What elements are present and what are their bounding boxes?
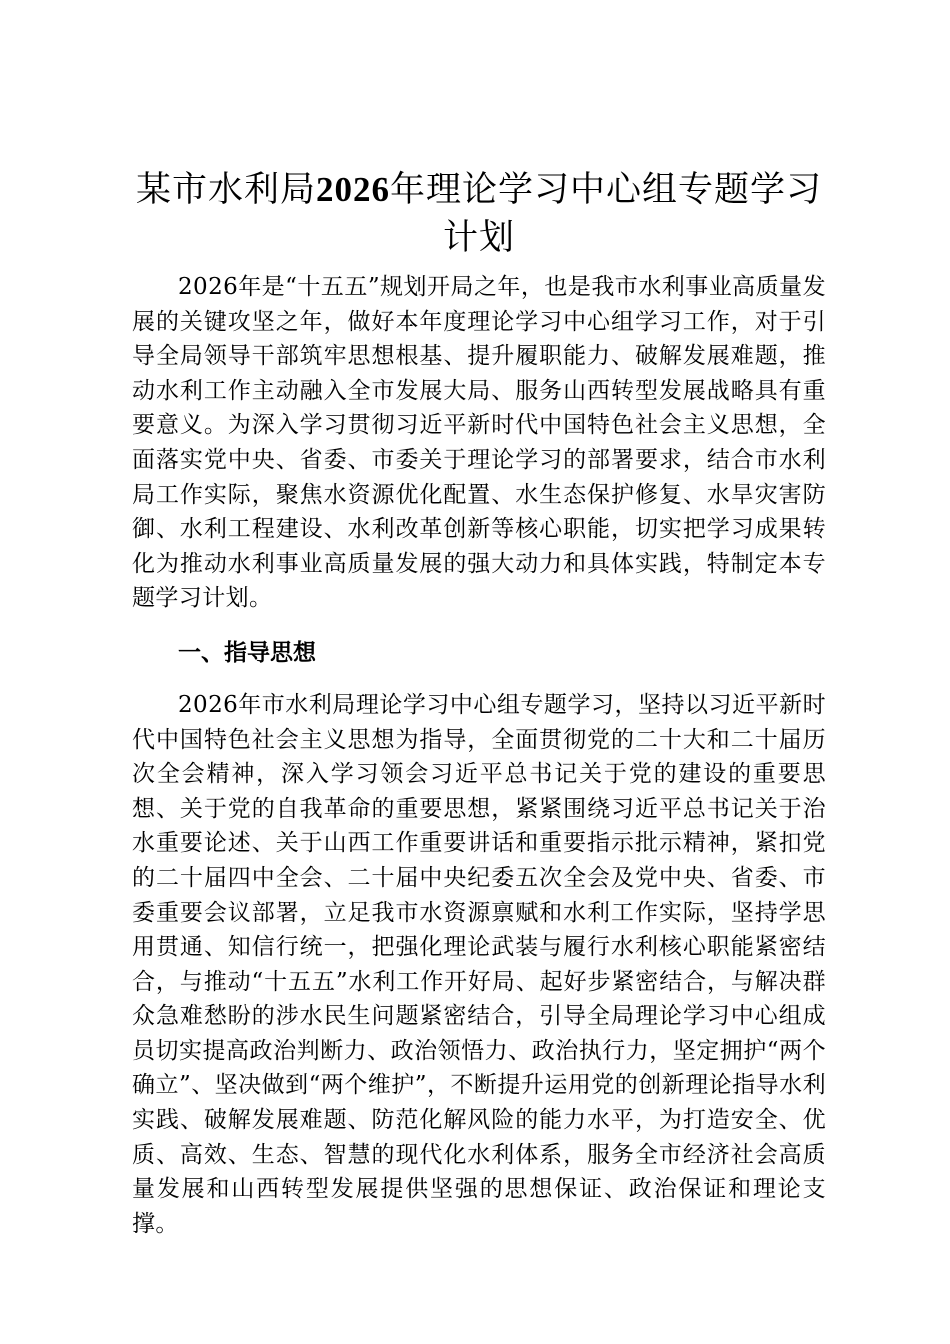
title-suffix: 年理论学习中心组专题学习 <box>390 170 823 210</box>
title-year: 2026 <box>316 170 390 209</box>
guiding-ideology-paragraph: 2026年市水利局理论学习中心组专题学习，坚持以习近平新时代中国特色社会主义思想为指导，全面贯彻党的二十大和二十届历次全会精神，深入学习领会习近平总书记关于党的建设的重要思想、关于党的自我革命的重要思想，紧紧围绕习近平总书记关于治水重要论述、关于山西工作重要讲话和重要指示批示精神，紧扣党的二十届四中全会、二十届中央纪委五次全会及党中央、省委、市委重要会议部署，立足我市水资源禀赋和水利工作实际，坚持学思用贯通、知信行统一，把强化理论武装与履行水利核心职能紧密结合，与推动“十五五”水利工作开好局、起好步紧密结合，与解决群众急难愁盼的涉水民生问题紧密结合，引导全局理论学习中心组成员切实提高政治判断力、政治领悟力、政治执行力，坚定拥护“两个确立”、坚决做到“两个维护”，不断提升运用党的创新理论指导水利实践、破解发展难题、防范化解风险的能力水平，为打造安全、优质、高效、生态、智慧的现代化水利体系，服务全市经济社会高质量发展和山西转型发展提供坚强的思想保证、政治保证和理论支撑。 <box>132 691 826 1237</box>
intro-paragraph: 2026年是“十五五”规划开局之年，也是我市水利事业高质量发展的关键攻坚之年，做好本年度理论学习中心组学习工作，对于引导全局领导干部筑牢思想根基、提升履职能力、破解发展难题，推动水利工作主动融入全市发展大局、服务山西转型发展战略具有重要意义。为深入学习贯彻习近平新时代中国特色社会主义思想，全面落实党中央、省委、市委关于理论学习的部署要求，结合市水利局工作实际，聚焦水资源优化配置、水生态保护修复、水旱灾害防御、水利工程建设、水利改革创新等核心职能，切实把学习成果转化为推动水利事业高质量发展的强大动力和具体实践，特制定本专题学习计划。 <box>132 274 826 612</box>
title-prefix: 某市水利局 <box>135 170 316 210</box>
title-line-2: 计划 <box>442 218 515 258</box>
document-page <box>132 166 826 1241</box>
document-title <box>132 166 826 262</box>
section-heading-guiding-ideology: 一、指导思想 <box>178 639 316 666</box>
